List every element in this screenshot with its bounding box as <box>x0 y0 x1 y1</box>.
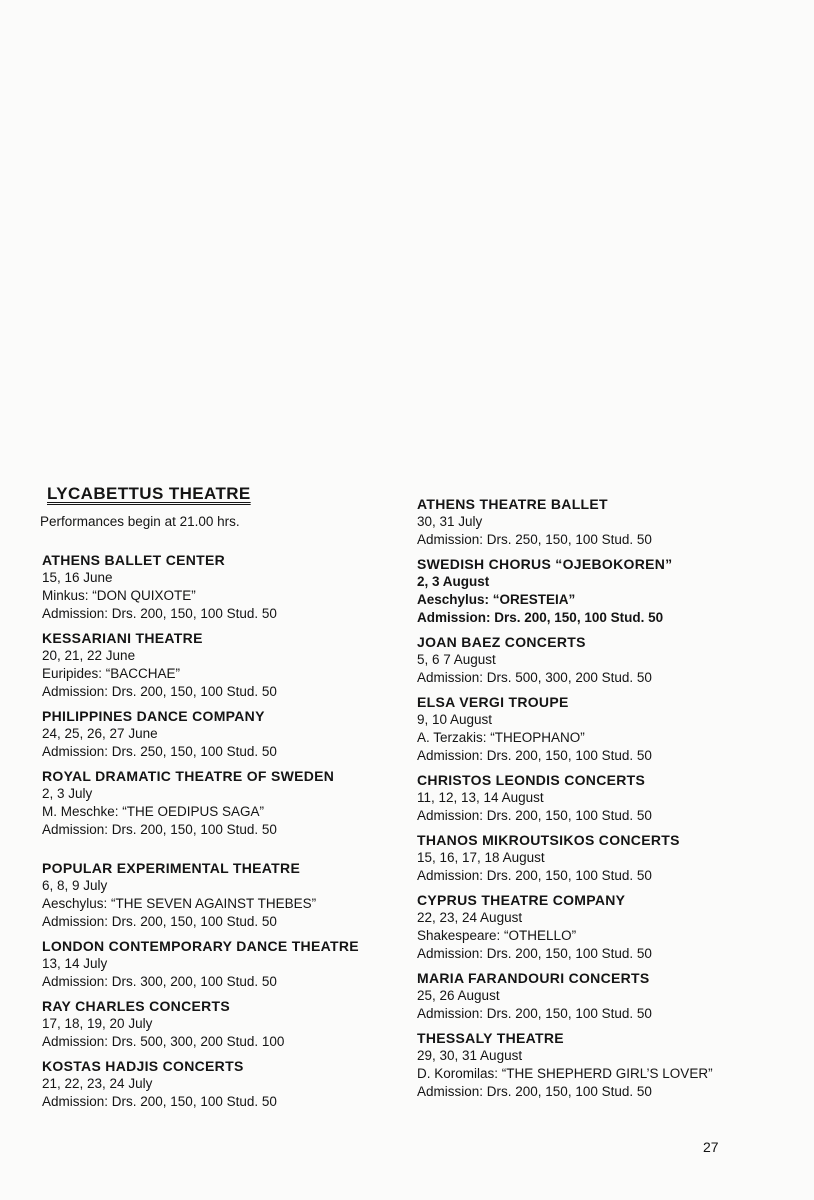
event-entry <box>417 969 787 1023</box>
event-name: RAY CHARLES CONCERTS <box>42 998 231 1014</box>
event-admission: Admission: Drs. 200, 150, 100 Stud. 50 <box>42 822 277 837</box>
event-dates: 6, 8, 9 July <box>42 878 108 893</box>
event-name: KESSARIANI THEATRE <box>42 630 203 646</box>
event-program: Aeschylus: “ORESTEIA” <box>417 592 576 607</box>
event-admission: Admission: Drs. 200, 150, 100 Stud. 50 <box>417 868 652 883</box>
event-admission: Admission: Drs. 200, 150, 100 Stud. 50 <box>417 748 652 763</box>
event-program: Euripides: “BACCHAE” <box>42 666 181 681</box>
event-dates: 9, 10 August <box>417 712 493 727</box>
event-dates: 15, 16 June <box>42 570 113 585</box>
left-column <box>42 551 412 1117</box>
event-entry <box>42 767 412 839</box>
event-name: ELSA VERGI TROUPE <box>417 694 569 710</box>
event-dates: 25, 26 August <box>417 988 500 1003</box>
event-admission: Admission: Drs. 200, 150, 100 Stud. 50 <box>42 1094 277 1109</box>
event-entry <box>42 859 412 931</box>
event-dates: 22, 23, 24 August <box>417 910 523 925</box>
event-name: LONDON CONTEMPORARY DANCE THEATRE <box>42 938 359 954</box>
event-name: ATHENS THEATRE BALLET <box>417 496 608 512</box>
event-admission: Admission: Drs. 200, 150, 100 Stud. 50 <box>42 914 277 929</box>
page-number: 27 <box>703 1139 719 1155</box>
event-program: M. Meschke: “THE OEDIPUS SAGA” <box>42 804 265 819</box>
event-program: Shakespeare: “OTHELLO” <box>417 928 577 943</box>
event-entry <box>42 629 412 701</box>
event-name: JOAN BAEZ CONCERTS <box>417 634 586 650</box>
event-entry <box>417 693 787 765</box>
event-admission: Admission: Drs. 200, 150, 100 Stud. 50 <box>417 610 664 625</box>
event-admission: Admission: Drs. 200, 150, 100 Stud. 50 <box>417 946 652 961</box>
event-name: THANOS MIKROUTSIKOS CONCERTS <box>417 832 680 848</box>
event-entry <box>42 997 412 1051</box>
event-dates: 2, 3 July <box>42 786 93 801</box>
event-dates: 29, 30, 31 August <box>417 1048 523 1063</box>
event-name: THESSALY THEATRE <box>417 1030 564 1046</box>
event-entry <box>42 707 412 761</box>
event-entry <box>417 831 787 885</box>
event-entry <box>417 633 787 687</box>
event-entry <box>417 495 787 549</box>
event-dates: 21, 22, 23, 24 July <box>42 1076 153 1091</box>
event-entry <box>417 1029 787 1101</box>
event-admission: Admission: Drs. 200, 150, 100 Stud. 50 <box>42 684 277 699</box>
event-admission: Admission: Drs. 500, 300, 200 Stud. 100 <box>42 1034 285 1049</box>
event-entry <box>417 771 787 825</box>
event-admission: Admission: Drs. 500, 300, 200 Stud. 50 <box>417 670 652 685</box>
event-name: CYPRUS THEATRE COMPANY <box>417 892 626 908</box>
right-column <box>417 495 787 1107</box>
event-entry <box>42 551 412 623</box>
event-name: SWEDISH CHORUS “OJEBOKOREN” <box>417 556 673 572</box>
event-name: ROYAL DRAMATIC THEATRE OF SWEDEN <box>42 768 335 784</box>
event-entry <box>417 555 787 627</box>
event-admission: Admission: Drs. 200, 150, 100 Stud. 50 <box>417 808 652 823</box>
event-name: CHRISTOS LEONDIS CONCERTS <box>417 772 646 788</box>
event-dates: 24, 25, 26, 27 June <box>42 726 158 741</box>
event-dates: 11, 12, 13, 14 August <box>417 790 544 805</box>
event-dates: 2, 3 August <box>417 574 490 589</box>
event-program: Aeschylus: “THE SEVEN AGAINST THEBES” <box>42 896 317 911</box>
event-entry <box>42 937 412 991</box>
event-dates: 20, 21, 22 June <box>42 648 136 663</box>
event-admission: Admission: Drs. 300, 200, 100 Stud. 50 <box>42 974 277 989</box>
event-program: A. Terzakis: “THEOPHANO” <box>417 730 585 745</box>
event-name: POPULAR EXPERIMENTAL THEATRE <box>42 860 301 876</box>
event-admission: Admission: Drs. 200, 150, 100 Stud. 50 <box>417 1084 652 1099</box>
event-admission: Admission: Drs. 250, 150, 100 Stud. 50 <box>42 744 277 759</box>
event-admission: Admission: Drs. 200, 150, 100 Stud. 50 <box>42 606 277 621</box>
event-admission: Admission: Drs. 200, 150, 100 Stud. 50 <box>417 1006 652 1021</box>
page-title: LYCABETTUS THEATRE <box>47 484 251 503</box>
event-entry <box>42 1057 412 1111</box>
event-admission: Admission: Drs. 250, 150, 100 Stud. 50 <box>417 532 652 547</box>
event-dates: 30, 31 July <box>417 514 483 529</box>
event-name: PHILIPPINES DANCE COMPANY <box>42 708 265 724</box>
event-entry <box>417 891 787 963</box>
event-program: D. Koromilas: “THE SHEPHERD GIRL’S LOVER” <box>417 1066 713 1081</box>
event-dates: 15, 16, 17, 18 August <box>417 850 545 865</box>
intro-text: Performances begin at 21.00 hrs. <box>40 514 240 529</box>
event-name: KOSTAS HADJIS CONCERTS <box>42 1058 244 1074</box>
event-program: Minkus: “DON QUIXOTE” <box>42 588 196 603</box>
event-dates: 5, 6 7 August <box>417 652 496 667</box>
event-name: MARIA FARANDOURI CONCERTS <box>417 970 650 986</box>
event-name: ATHENS BALLET CENTER <box>42 552 226 568</box>
event-dates: 17, 18, 19, 20 July <box>42 1016 153 1031</box>
event-dates: 13, 14 July <box>42 956 108 971</box>
